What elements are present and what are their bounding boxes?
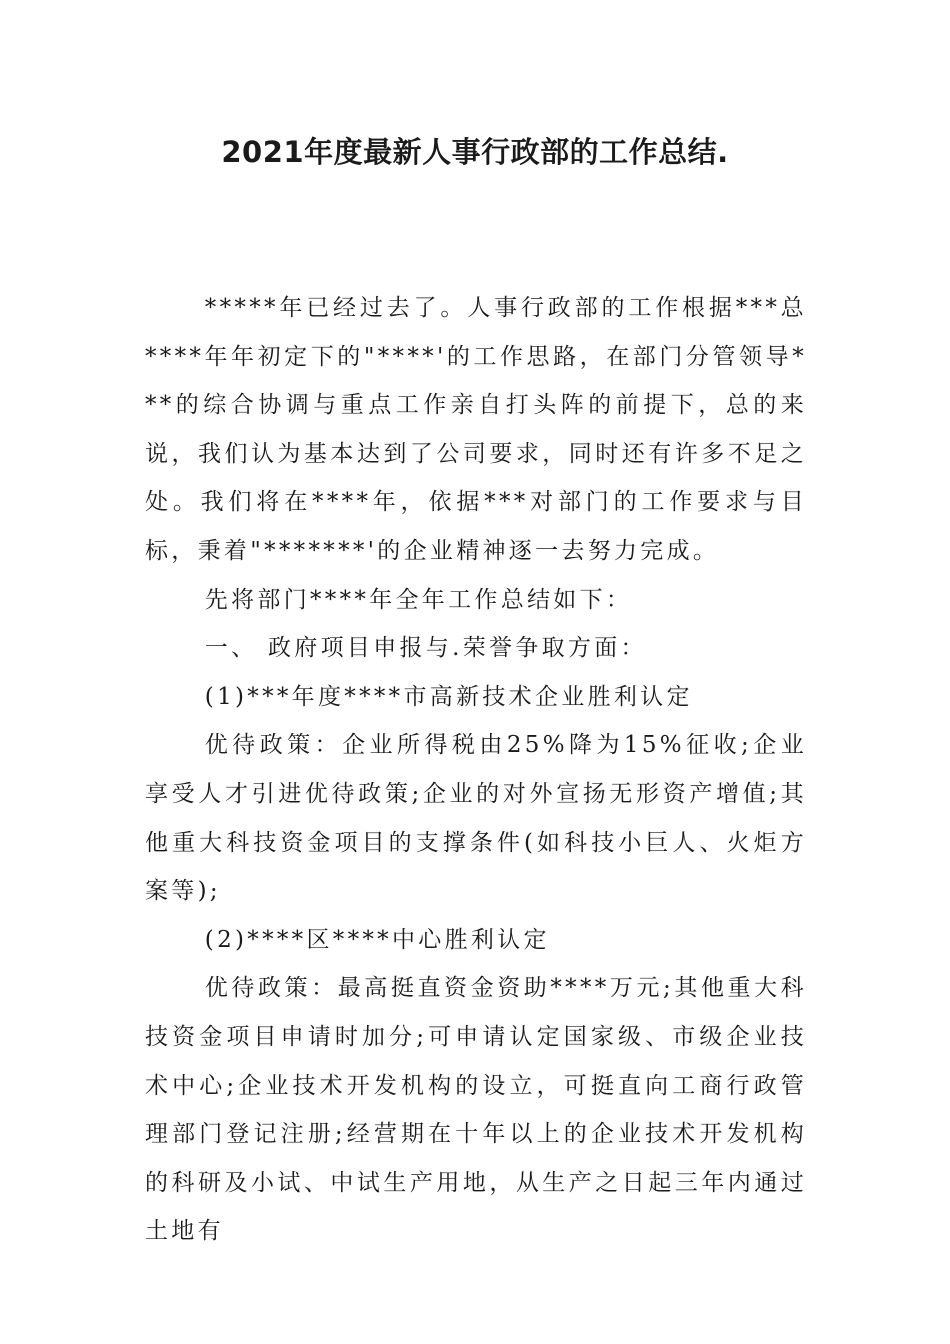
section-heading-1: 一、 政府项目申报与.荣誉争取方面：	[204, 635, 647, 662]
document-body	[145, 284, 807, 1256]
paragraph-summary-lead: 先将部门****年全年工作总结如下：	[204, 586, 633, 613]
item-policy-2: 优待政策：最高挺直资金资助****万元;其他重大科技资金项目申请时加分;可申请认定国家级、市级企业技术中心;企业技术开发机构的设立，可挺直向工商行政管理部门登记注册;经营期在十年以上的企业技术开发机构的科研及小试、中试生产用地，从生产之日起三年内通过土地有	[145, 975, 807, 1245]
document-title: 2021年度最新人事行政部的工作总结.	[221, 135, 729, 169]
paragraph-intro: *****年已经过去了。人事行政部的工作根据***总****年年初定下的"****'的工作思路，在部门分管领导***的综合协调与重点工作亲自打头阵的前提下，总的来说，我们认为基本达到了公司要求，同时还有许多不足之处。我们将在****年，依据***对部门的工作要求与目标，秉着"*******'的企业精神逐一去努力完成。	[145, 295, 807, 564]
item-policy-1: 优待政策：企业所得税由25%降为15%征收;企业享受人才引进优待政策;企业的对外宣扬无形资产增值;其他重大科技资金项目的支撑条件(如科技小巨人、火炬方案等);	[145, 732, 807, 905]
item-heading-2: (2)****区****中心胜利认定	[204, 926, 550, 953]
item-heading-1: (1)***年度****市高新技术企业胜利认定	[204, 683, 693, 710]
